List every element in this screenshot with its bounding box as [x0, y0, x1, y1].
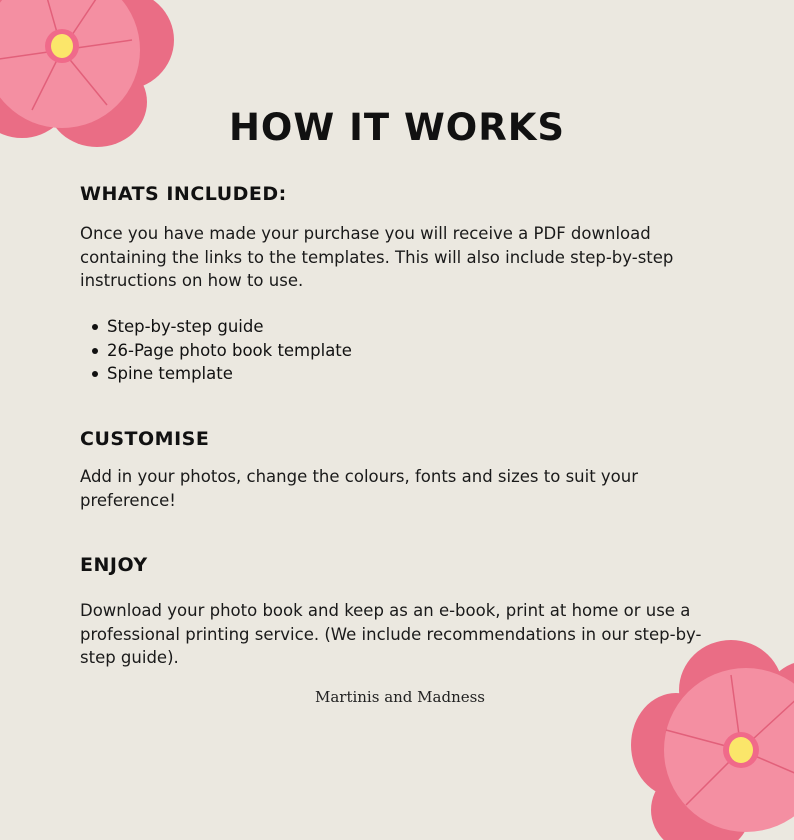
list-item: Spine template: [92, 362, 352, 386]
brand-footer: Martinis and Madness: [314, 688, 486, 706]
section-text-customise: Add in your photos, change the colours, fonts and sizes to suit your preference!: [80, 467, 639, 510]
section-text-included: Once you have made your purchase you will receive a PDF download containing the links to the templates. This will also include step-by-step instructions on how to use.: [80, 224, 674, 290]
section-heading-included: WHATS INCLUDED:: [80, 183, 287, 205]
section-heading-enjoy: ENJOY: [80, 554, 148, 576]
page-title: HOW IT WORKS: [228, 106, 566, 149]
section-heading-customise: CUSTOMISE: [80, 428, 210, 450]
list-item: 26-Page photo book template: [92, 339, 352, 363]
section-text-enjoy: Download your photo book and keep as an e-book, print at home or use a professional printing service. (We include recommendations in our step-by-step guide).: [80, 601, 702, 667]
list-item: Step-by-step guide: [92, 315, 352, 339]
flower-bottom-right: [625, 640, 794, 840]
included-list: [92, 315, 352, 386]
